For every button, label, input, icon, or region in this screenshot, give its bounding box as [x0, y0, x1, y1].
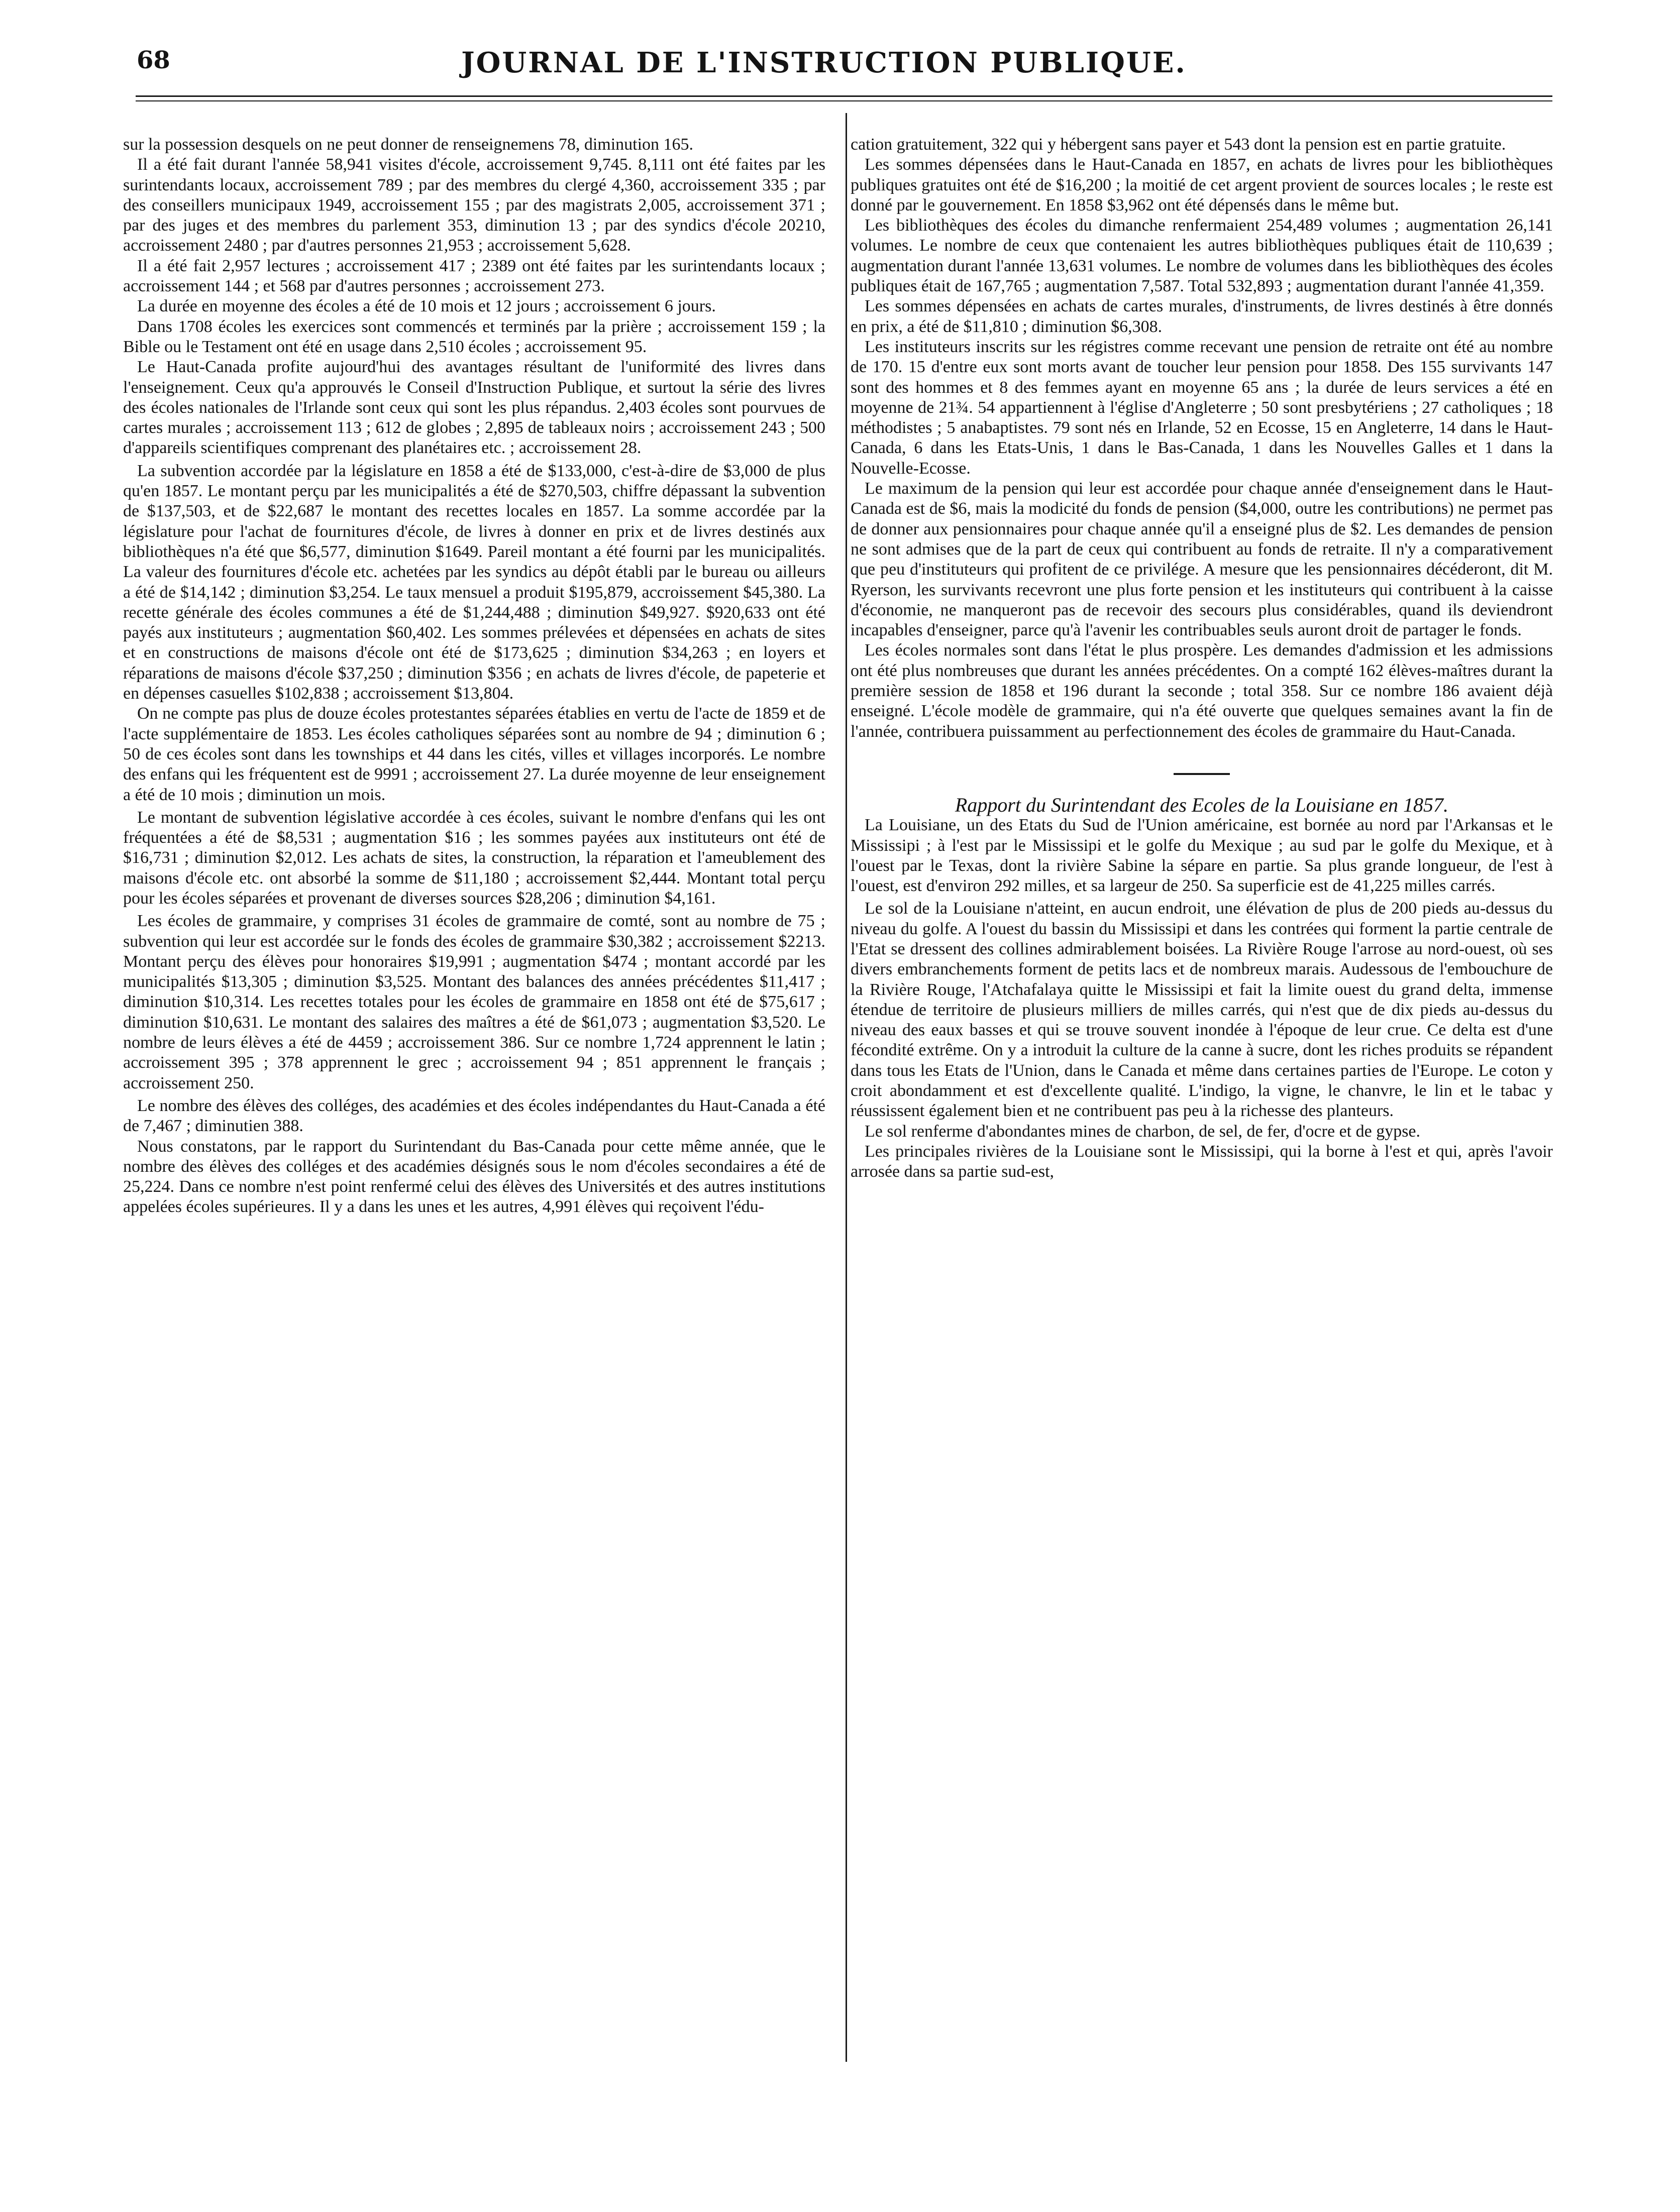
paragraph: On ne compte pas plus de douze écoles protestantes séparées établies en vertu de l'acte de 1859 et de l'acte supplémentaire de 1853. Les écoles catholiques séparées sont au nombre de 94 ; diminution 6 ; 50 de ces écoles sont dans les townships et 44 dans les cités, villes et villages incorporés. Le nombre des enfans qui les fréquentent est de 9991 ; accroissement 27. La durée moyenne de leur enseignement a été de 10 mois ; diminution un mois.	[123, 704, 825, 804]
paragraph: Les bibliothèques des écoles du dimanche renfermaient 254,489 volumes ; augmentation 26,141 volumes. Le nombre de ceux que contenaient les autres bibliothèques publiques était de 110,639 ; augmentation durant l'année 13,631 volumes. Le nombre de volumes dans les bibliothèques des écoles publiques était de 167,765 ; augmentation 7,587. Total 532,893 ; augmentation durant l'année 41,359.	[851, 216, 1553, 296]
paragraph: La Louisiane, un des Etats du Sud de l'Union américaine, est bornée au nord par l'Arkansas et le Mississipi ; à l'est par le Mississipi et le golfe du Mexique ; au sud par le golfe du Mexique, et à l'ouest par le Texas, dont la rivière Sabine la sépare en partie. Sa plus grande longueur, de l'est à l'ouest, est d'environ 292 milles, et sa largeur de 250. Sa superficie est de 41,225 milles carrés.	[851, 816, 1553, 896]
page-header	[80, 46, 1567, 86]
paragraph: Les instituteurs inscrits sur les régistres comme recevant une pension de retraite ont été au nombre de 170. 15 d'entre eux sont morts avant de toucher leur pension pour 1858. Des 155 survivants 147 sont des hommes et 8 des femmes ayant en moyenne 65 ans ; la durée de leurs services a été en moyenne de 21¾. 54 appartiennent à l'église d'Angleterre ; 50 sont presbytériens ; 27 catholiques ; 18 méthodistes ; 5 anabaptistes. 79 sont nés en Irlande, 52 en Ecosse, 15 en Angleterre, 14 dans le Haut-Canada, 6 dans les Etats-Unis, 1 dans le Bas-Canada, 1 dans les Nouvelles Galles et 1 dans la Nouvelle-Ecosse.	[851, 337, 1553, 478]
journal-title: JOURNAL DE L'INSTRUCTION PUBLIQUE.	[461, 46, 1187, 79]
paragraph: Le nombre des élèves des colléges, des académies et des écoles indépendantes du Haut-Canada a été de 7,467 ; diminutien 388.	[123, 1096, 825, 1136]
paragraph: Les sommes dépensées en achats de cartes murales, d'instruments, de livres destinés à être donnés en prix, a été de $11,810 ; diminution $6,308.	[851, 297, 1553, 336]
paragraph: Le Haut-Canada profite aujourd'hui des avantages résultant de l'uniformité des livres dans l'enseignement. Ceux qu'a approuvés le Conseil d'Instruction Publique, et surtout la série des livres des écoles nationales de l'Irlande sont ceux qui sont les plus répandus. 2,403 écoles sont pourvues de cartes murales ; accroissement 113 ; 612 de globes ; 2,895 de tableaux noirs ; accroissement 243 ; 500 d'appareils scientifiques comprenant des planétaires etc. ; accroissement 28.	[123, 358, 825, 458]
page-number: 68	[137, 46, 170, 74]
paragraph: Les sommes dépensées dans le Haut-Canada en 1857, en achats de livres pour les bibliothèques publiques gratuites ont été de $16,200 ; la moitié de cet argent provient de sources locales ; le reste est donné par le gouvernement. En 1858 $3,962 ont été dépensés dans le même but.	[851, 155, 1553, 214]
column-divider	[846, 113, 847, 2062]
paragraph: Le maximum de la pension qui leur est accordée pour chaque année d'enseignement dans le Haut-Canada est de $6, mais la modicité du fonds de pension ($4,000, outre les contributions) ne permet pas de donner aux pensionnaires pour chaque année qu'il a enseigné plus de $2. Les demandes de pension ne sont admises que de la part de ceux qui contribuent au fonds de retraite. Il n'y a comparativement que peu d'instituteurs qui profitent de ce privilége. A mesure que les pensionnaires décéderont, dit M. Ryerson, les survivants recevront une plus forte pension et les instituteurs qui contribuent à la caisse d'économie, ne manqueront pas de recevoir des secours plus considérables, quand ils deviendront incapables d'enseigner, parce qu'à l'avenir les contribuables seuls auront droit de partager le fonds.	[851, 479, 1553, 640]
paragraph: Le sol renferme d'abondantes mines de charbon, de sel, de fer, d'ocre et de gypse.	[865, 1122, 1421, 1141]
paragraph: Les principales rivières de la Louisiane sont le Mississipi, qui la borne à l'est et qui, après l'avoir arrosée dans sa partie sud-est,	[851, 1142, 1553, 1181]
left-column	[123, 135, 825, 1218]
header-rule-secondary	[136, 100, 1552, 101]
paragraph: Les écoles normales sont dans l'état le plus prospère. Les demandes d'admission et les admissions ont été plus nombreuses que durant les années précédentes. On a compté 162 élèves-maîtres durant la première session de 1858 et 196 durant la seconde ; total 358. Sur ce nombre 186 avaient déjà enseigné. L'école modèle de grammaire, qui n'a été ouverte que quelques semaines avant la fin de l'année, contribuera puissamment au perfectionnement des écoles de grammaire du Haut-Canada.	[851, 641, 1553, 741]
paragraph: cation gratuitement, 322 qui y hébergent sans payer et 543 dont la pension est en partie gratuite.	[851, 135, 1506, 154]
paragraph: sur la possession desquels on ne peut donner de renseignemens 78, diminution 165.	[123, 135, 694, 154]
paragraph: Les écoles de grammaire, y comprises 31 écoles de grammaire de comté, sont au nombre de 75 ; subvention qui leur est accordée sur le fonds des écoles de grammaire $30,382 ; accroissement $2213. Montant perçu des élèves pour honoraires $19,991 ; augmentation $474 ; montant accordé par les municipalités $13,305 ; diminution $3,525. Montant des balances des années précédentes $11,417 ; diminution $10,314. Les recettes totales pour les écoles de grammaire en 1858 ont été de $75,617 ; diminution $10,631. Le montant des salaires des maîtres a été de $61,073 ; augmentation $3,520. Le nombre de leurs élèves a été de 4459 ; accroissement 386. Sur ce nombre 1,724 apprennent le latin ; accroissement 395 ; 378 apprennent le grec ; accroissement 94 ; 851 apprennent le français ; accroissement 250.	[123, 912, 825, 1092]
paragraph: Le montant de subvention législative accordée à ces écoles, suivant le nombre d'enfans qui les ont fréquentées a été de $8,531 ; augmentation $16 ; les sommes payées aux instituteurs ont été de $16,731 ; diminution $2,012. Les achats de sites, la construction, la réparation et l'ameublement des maisons d'école etc. ont absorbé la somme de $11,180 ; accroissement $2,444. Montant total perçu pour les écoles séparées et provenant de diverses sources $28,206 ; diminution $4,161.	[123, 808, 825, 908]
header-rule	[136, 95, 1552, 97]
article-heading: Rapport du Surintendant des Ecoles de la Louisiane en 1857.	[955, 793, 1449, 816]
paragraph: Le sol de la Louisiane n'atteint, en aucun endroit, une élévation de plus de 200 pieds au-dessus du niveau du golfe. A l'ouest du bassin du Mississipi et dans les contrées qui forment la partie centrale de l'Etat se dressent des collines admirablement boisées. La Rivière Rouge l'arrose au nord-ouest, où ses divers embranchements forment de petits lacs et de nombreux marais. Audessous de l'embouchure de la Rivière Rouge, l'Atchafalaya quitte le Mississipi et fait la limite ouest du grand delta, immense étendue de territoire de plusieurs milliers de milles carrés, qui n'est que de dix pieds au-dessus du niveau des eaux basses et qui se trouve souvent inondée à l'époque de leur crue. Ce delta est d'une fécondité extrême. On y a introduit la culture de la canne à sucre, dont les riches produits se répandent dans tous les Etats de l'Union, dans le Canada et même dans certaines parties de l'Europe. Le coton y croit abondamment et est d'excellente qualité. L'indigo, la vigne, le chanvre, le lin et le tabac y réussissent également bien et ne contribuent pas peu à la richesse des planteurs.	[851, 899, 1553, 1121]
right-column	[851, 135, 1553, 1182]
paragraph: La subvention accordée par la législature en 1858 a été de $133,000, c'est-à-dire de $3,000 de plus qu'en 1857. Le montant perçu par les municipalités a été de $270,503, chiffre dépassant la subvention de $137,503, et de $22,687 le montant des recettes locales en 1857. La somme accordée par la législature pour l'achat de fournitures d'école, de livres à donner en prix et de livres destinés aux bibliothèques n'a été que $6,577, diminution $1649. Pareil montant a été fourni par les municipalités. La valeur des fournitures d'école etc. achetées par les syndics au dépôt établi par le bureau ou ailleurs a été de $14,142 ; diminution $3,254. Le taux mensuel a produit $195,879, accroissement $45,380. La recette générale des écoles communes a été de $1,244,488 ; diminution $49,927. $920,633 ont été payés aux instituteurs ; augmentation $60,402. Les sommes prélevées et dépensées en achats de sites et en constructions de maisons d'école ont été de $173,625 ; diminution $34,263 ; en loyers et réparations de maisons d'école $37,250 ; diminution $356 ; en achats de livres d'école, de papeterie et en dépenses casuelles $102,838 ; accroissement $13,804.	[123, 461, 825, 703]
paragraph: Dans 1708 écoles les exercices sont commencés et terminés par la prière ; accroissement 159 ; la Bible ou le Testament ont été en usage dans 2,510 écoles ; accroissement 95.	[123, 317, 825, 356]
section-separator	[1174, 773, 1230, 775]
paragraph: Il a été fait 2,957 lectures ; accroissement 417 ; 2389 ont été faites par les surintendants locaux ; accroissement 144 ; et 568 par d'autres personnes ; accroissement 273.	[123, 256, 825, 296]
paragraph: Nous constatons, par le rapport du Surintendant du Bas-Canada pour cette même année, que le nombre des élèves des colléges et des académies désignés sous le nom d'écoles secondaires a été de 25,224. Dans ce nombre n'est point renfermé celui des élèves des Universités et des autres institutions appelées écoles supérieures. Il y a dans les unes et les autres, 4,991 élèves qui reçoivent l'édu-	[123, 1137, 825, 1216]
paragraph: Il a été fait durant l'année 58,941 visites d'école, accroissement 9,745. 8,111 ont été faites par les surintendants locaux, accroissement 789 ; par des membres du clergé 4,360, accroissement 335 ; par des conseillers municipaux 1949, accroissement 155 ; par des magistrats 2,005, accroissement 371 ; par des juges et des membres du parlement 353, diminution 13 ; par des syndics d'école 20210, accroissement 2480 ; par d'autres personnes 21,953 ; accroissement 5,628.	[123, 155, 825, 255]
paragraph: La durée en moyenne des écoles a été de 10 mois et 12 jours ; accroissement 6 jours.	[137, 297, 716, 316]
